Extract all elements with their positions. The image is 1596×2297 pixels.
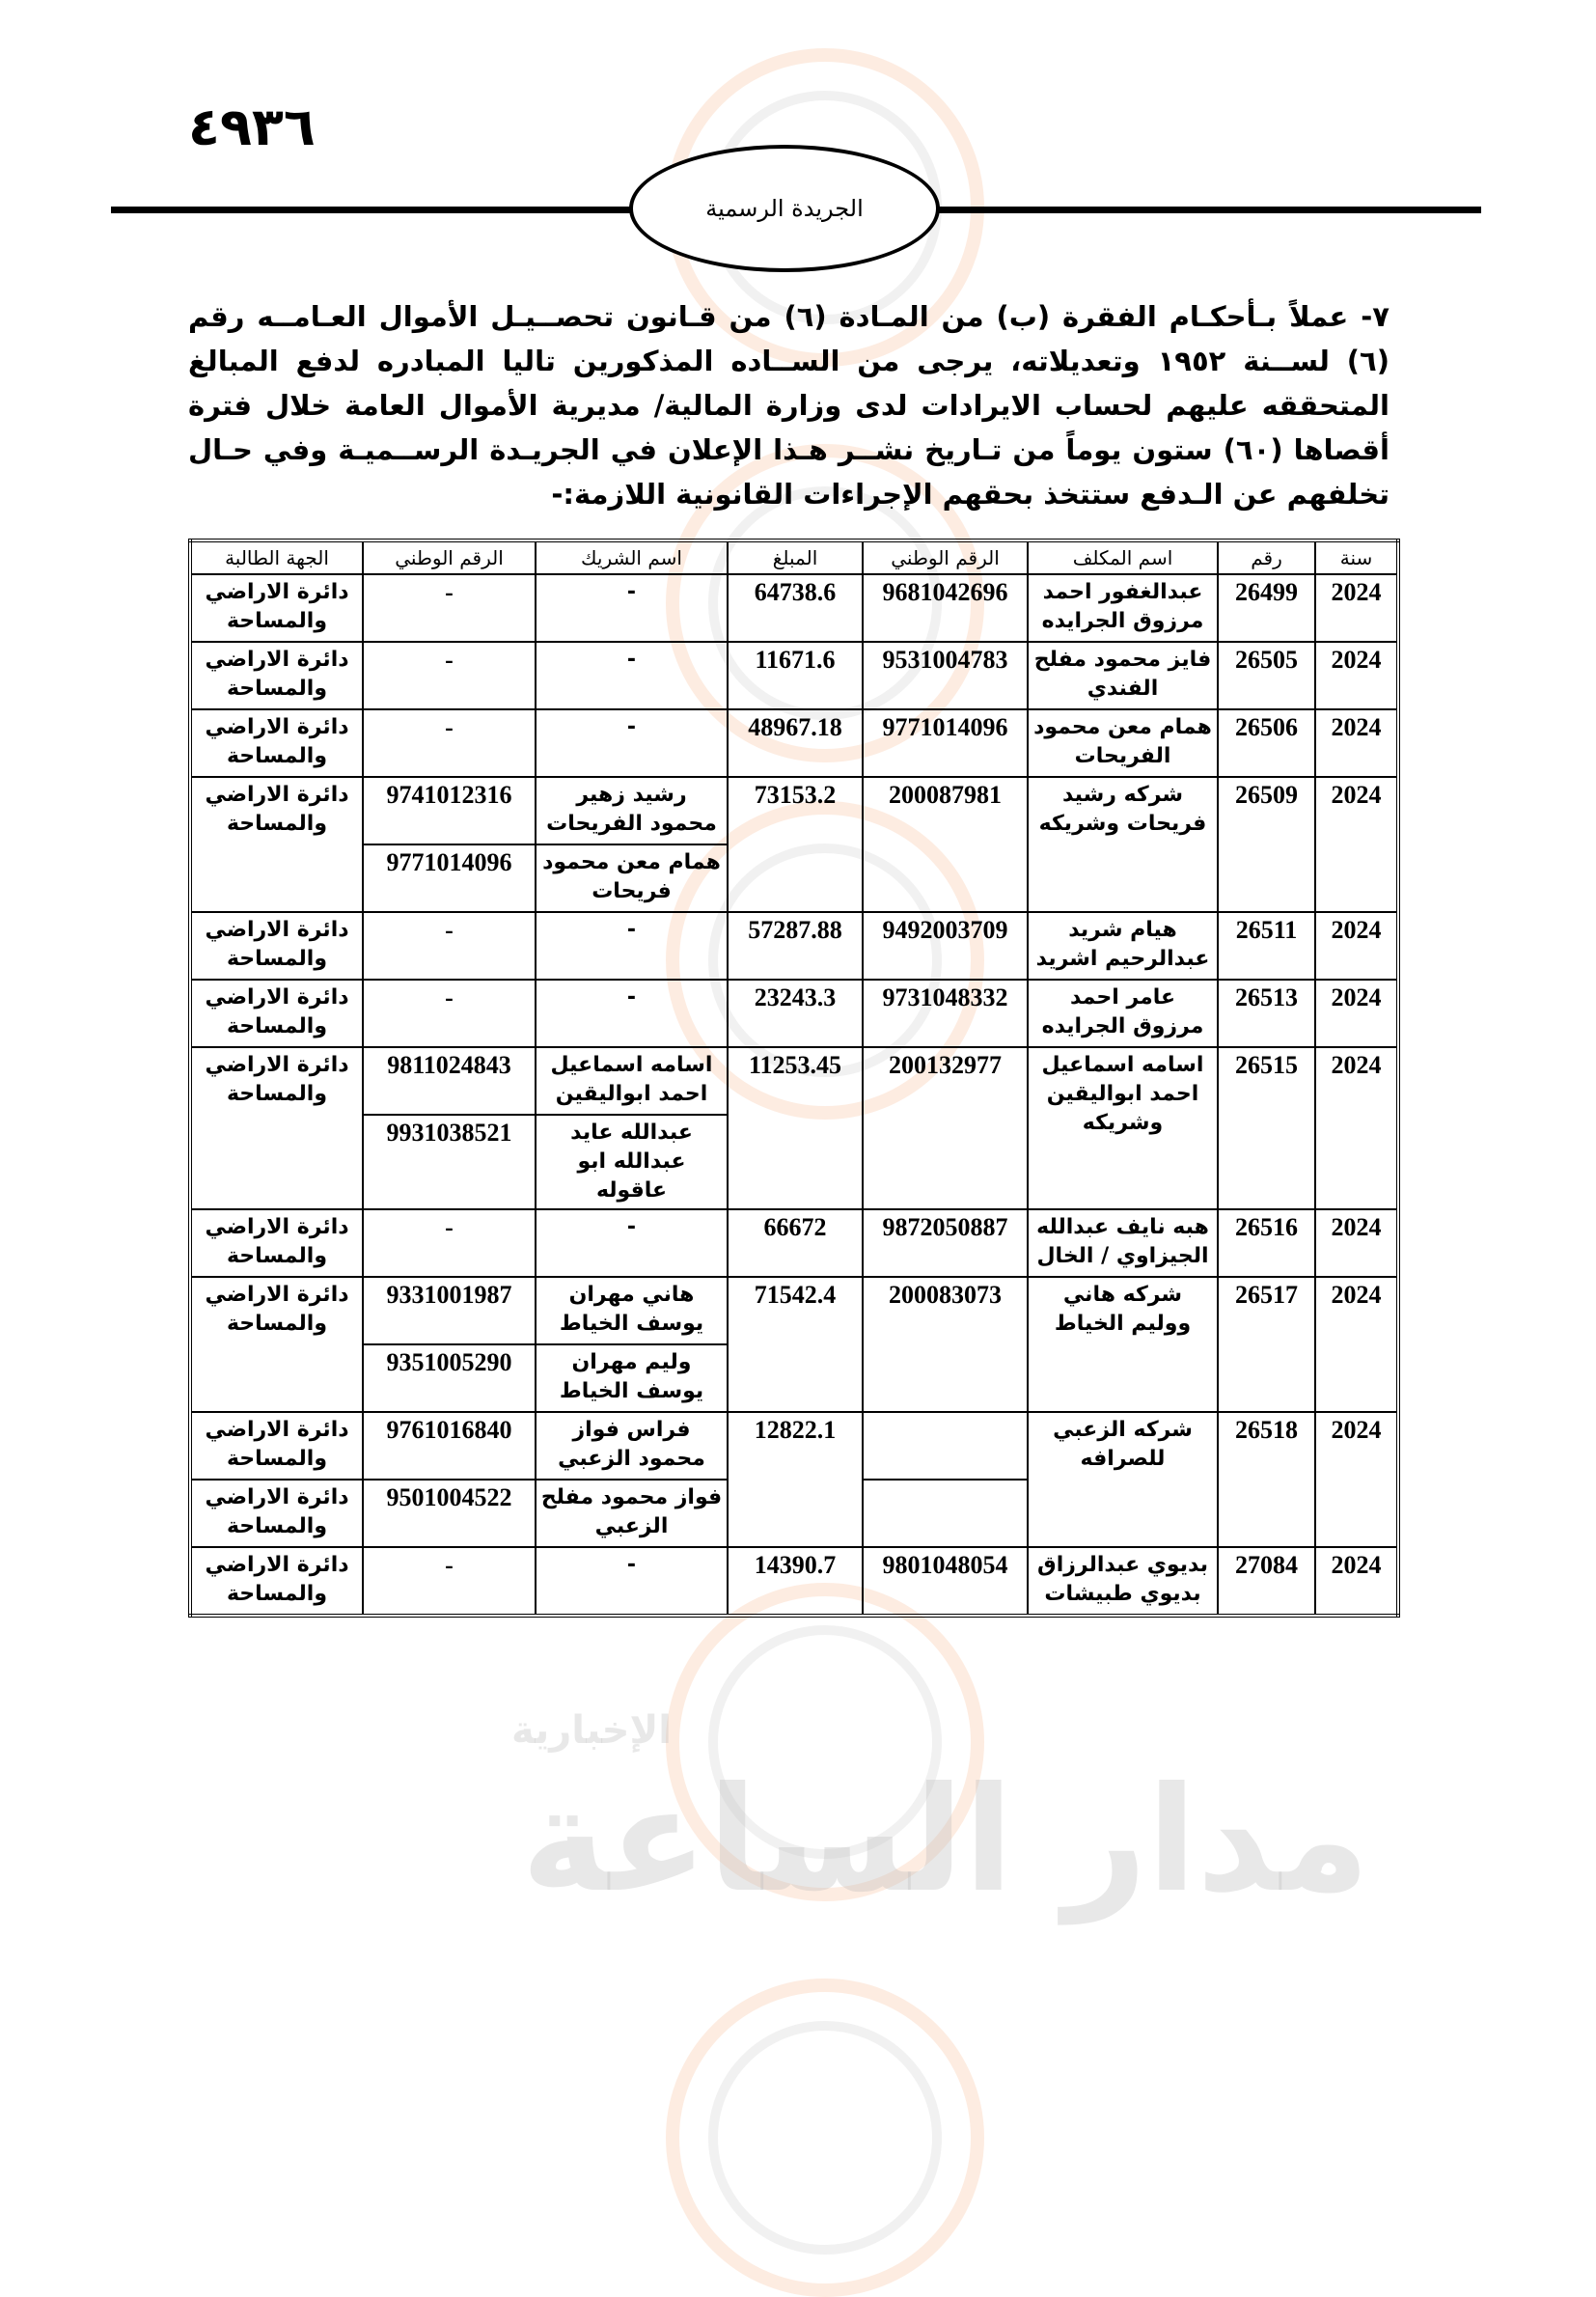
partner-name-cell: هاني مهران يوسف الخياط (536, 1277, 728, 1344)
number-cell: 26499 (1218, 574, 1315, 642)
amount-cell: 64738.6 (728, 574, 863, 642)
national-id-cell: 9872050887 (863, 1209, 1028, 1277)
amount-cell: 71542.4 (728, 1277, 863, 1412)
number-cell: 26509 (1218, 777, 1315, 912)
taxpayer-name-cell: هيام شريد عبدالرحيم اشريد (1028, 912, 1218, 980)
partner-name-cell: همام معن محمود فريحات (536, 844, 728, 912)
amount-cell: 11253.45 (728, 1047, 863, 1209)
table-row (190, 642, 1398, 709)
partner-name-cell: - (536, 1209, 728, 1277)
national-id-cell: 9801048054 (863, 1547, 1028, 1616)
number-cell: 26506 (1218, 709, 1315, 777)
year-cell: 2024 (1315, 777, 1398, 912)
requesting-authority-cell: دائرة الاراضي والمساحة (190, 642, 363, 709)
partner-national-id-cell: - (363, 1547, 536, 1616)
number-cell: 26515 (1218, 1047, 1315, 1209)
partner-name-cell: - (536, 709, 728, 777)
amount-cell: 57287.88 (728, 912, 863, 980)
amount-cell: 23243.3 (728, 980, 863, 1047)
amount-cell: 12822.1 (728, 1412, 863, 1547)
notice-paragraph: ٧- عملاً بـأحكـام الفقرة (ب) من المـادة (٦) من قـانون تحصــيـل الأموال العـامــه رقم (٦) لســنة ١٩٥٢ وتعديلاته، يرجى من الســاده المذكورين تاليا المبادره لدفع المبالغ المتحققه عليهم لحساب الايرادات لدى وزارة المالية/ مديرية الأموال العامة خلال فترة أقصاها (٦٠) ستون يوماً من تـاريخ نشــر هـذا الإعلان في الجريـدة الرســميـة وفي حـال تخلفهم عن الـدفع ستتخذ بحقهم الإجراءات القانونية اللازمة:- (188, 300, 1390, 511)
table-row (190, 1547, 1398, 1616)
partner-name-cell: - (536, 980, 728, 1047)
header-title: الجريدة الرسمية (705, 195, 864, 222)
partner-name-cell: - (536, 574, 728, 642)
partner-national-id-cell: 9931038521 (363, 1115, 536, 1209)
table-row (190, 912, 1398, 980)
national-id-cell: 200087981 (863, 777, 1028, 912)
amount-cell: 14390.7 (728, 1547, 863, 1616)
requesting-authority-cell: دائرة الاراضي والمساحة (190, 1277, 363, 1412)
partner-name-cell: عبدالله عايد عبدالله ابو عاقوله (536, 1115, 728, 1209)
amount-cell: 73153.2 (728, 777, 863, 912)
debtors-table (188, 539, 1400, 1618)
table-row (190, 980, 1398, 1047)
national-id-cell: 9492003709 (863, 912, 1028, 980)
partner-national-id-cell: - (363, 980, 536, 1047)
header-national-id: الرقم الوطني (863, 540, 1028, 574)
number-cell: 27084 (1218, 1547, 1315, 1616)
requesting-authority-cell: دائرة الاراضي والمساحة (190, 777, 363, 912)
header-requesting-authority: الجهة الطالبة (190, 540, 363, 574)
partner-national-id-cell: 9761016840 (363, 1412, 536, 1480)
year-cell: 2024 (1315, 1547, 1398, 1616)
table-row (190, 574, 1398, 642)
national-id-cell: 200083073 (863, 1277, 1028, 1412)
requesting-authority-cell: دائرة الاراضي والمساحة (190, 1480, 363, 1547)
requesting-authority-cell: دائرة الاراضي والمساحة (190, 709, 363, 777)
national-id-cell: 9681042696 (863, 574, 1028, 642)
requesting-authority-cell: دائرة الاراضي والمساحة (190, 1209, 363, 1277)
year-cell: 2024 (1315, 912, 1398, 980)
header-oval (629, 145, 940, 272)
year-cell: 2024 (1315, 980, 1398, 1047)
table-row (190, 1412, 1398, 1480)
taxpayer-name-cell: شركه هاني ووليم الخياط (1028, 1277, 1218, 1412)
table-row (190, 1209, 1398, 1277)
requesting-authority-cell: دائرة الاراضي والمساحة (190, 1412, 363, 1480)
year-cell: 2024 (1315, 1047, 1398, 1209)
watermark-subtitle: الإخبارية (511, 1708, 672, 1753)
partner-national-id-cell: - (363, 1209, 536, 1277)
taxpayer-name-cell: شركه الزعبي للصرافه (1028, 1412, 1218, 1547)
number-cell: 26516 (1218, 1209, 1315, 1277)
header-amount: المبلغ (728, 540, 863, 574)
year-cell: 2024 (1315, 709, 1398, 777)
header-year: سنة (1315, 540, 1398, 574)
year-cell: 2024 (1315, 1412, 1398, 1547)
header-partner-name: اسم الشريك (536, 540, 728, 574)
requesting-authority-cell: دائرة الاراضي والمساحة (190, 574, 363, 642)
partner-name-cell: وليم مهران يوسف الخياط (536, 1344, 728, 1412)
table-row (190, 777, 1398, 844)
taxpayer-name-cell: عامر احمد مرزوق الجرايده (1028, 980, 1218, 1047)
taxpayer-name-cell: عبدالغفور احمد مرزوق الجرايده (1028, 574, 1218, 642)
page-number: ٤٩٣٦ (188, 97, 316, 157)
partner-national-id-cell: 9771014096 (363, 844, 536, 912)
partner-national-id-cell: - (363, 912, 536, 980)
amount-cell: 11671.6 (728, 642, 863, 709)
partner-name-cell: - (536, 642, 728, 709)
year-cell: 2024 (1315, 1209, 1398, 1277)
number-cell: 26511 (1218, 912, 1315, 980)
partner-name-cell: فواز محمود مفلح الزعبي (536, 1480, 728, 1547)
requesting-authority-cell: دائرة الاراضي والمساحة (190, 980, 363, 1047)
taxpayer-name-cell: فايز محمود مفلح الفندي (1028, 642, 1218, 709)
table-row (190, 1277, 1398, 1344)
number-cell: 26505 (1218, 642, 1315, 709)
taxpayer-name-cell: هبه نايف عبدالله الجيزاوي / الخال (1028, 1209, 1218, 1277)
national-id-cell: 9771014096 (863, 709, 1028, 777)
header-number: رقم (1218, 540, 1315, 574)
amount-cell: 48967.18 (728, 709, 863, 777)
table-row (190, 709, 1398, 777)
table-header-row (190, 540, 1398, 574)
taxpayer-name-cell: بديوي عبدالرزاق بديوي طبيشات (1028, 1547, 1218, 1616)
watermark-brand: مدار الساعة (521, 1757, 1370, 1924)
header-partner-national-id: الرقم الوطني (363, 540, 536, 574)
year-cell: 2024 (1315, 642, 1398, 709)
number-cell: 26518 (1218, 1412, 1315, 1547)
year-cell: 2024 (1315, 1277, 1398, 1412)
national-id-cell (863, 1480, 1028, 1547)
national-id-cell: 9731048332 (863, 980, 1028, 1047)
partner-name-cell: - (536, 1547, 728, 1616)
partner-national-id-cell: - (363, 642, 536, 709)
number-cell: 26513 (1218, 980, 1315, 1047)
partner-name-cell: رشيد زهير محمود الفريحات (536, 777, 728, 844)
table-row (190, 1047, 1398, 1115)
partner-national-id-cell: 9811024843 (363, 1047, 536, 1115)
national-id-cell (863, 1412, 1028, 1480)
requesting-authority-cell: دائرة الاراضي والمساحة (190, 912, 363, 980)
requesting-authority-cell: دائرة الاراضي والمساحة (190, 1047, 363, 1209)
partner-name-cell: اسامه اسماعيل احمد ابواليقين (536, 1047, 728, 1115)
partner-national-id-cell: - (363, 574, 536, 642)
partner-national-id-cell: 9501004522 (363, 1480, 536, 1547)
header-taxpayer-name: اسم المكلف (1028, 540, 1218, 574)
number-cell: 26517 (1218, 1277, 1315, 1412)
national-id-cell: 200132977 (863, 1047, 1028, 1209)
amount-cell: 66672 (728, 1209, 863, 1277)
watermark-clock-icon (666, 1979, 984, 2297)
taxpayer-name-cell: اسامه اسماعيل احمد ابواليقين وشريكه (1028, 1047, 1218, 1209)
requesting-authority-cell: دائرة الاراضي والمساحة (190, 1547, 363, 1616)
partner-national-id-cell: 9741012316 (363, 777, 536, 844)
partner-name-cell: - (536, 912, 728, 980)
national-id-cell: 9531004783 (863, 642, 1028, 709)
partner-national-id-cell: - (363, 709, 536, 777)
partner-national-id-cell: 9351005290 (363, 1344, 536, 1412)
partner-name-cell: فراس فواز محمود الزعبي (536, 1412, 728, 1480)
partner-national-id-cell: 9331001987 (363, 1277, 536, 1344)
taxpayer-name-cell: شركه رشيد فريحات وشريكه (1028, 777, 1218, 912)
year-cell: 2024 (1315, 574, 1398, 642)
taxpayer-name-cell: همام معن محمود الفريحات (1028, 709, 1218, 777)
